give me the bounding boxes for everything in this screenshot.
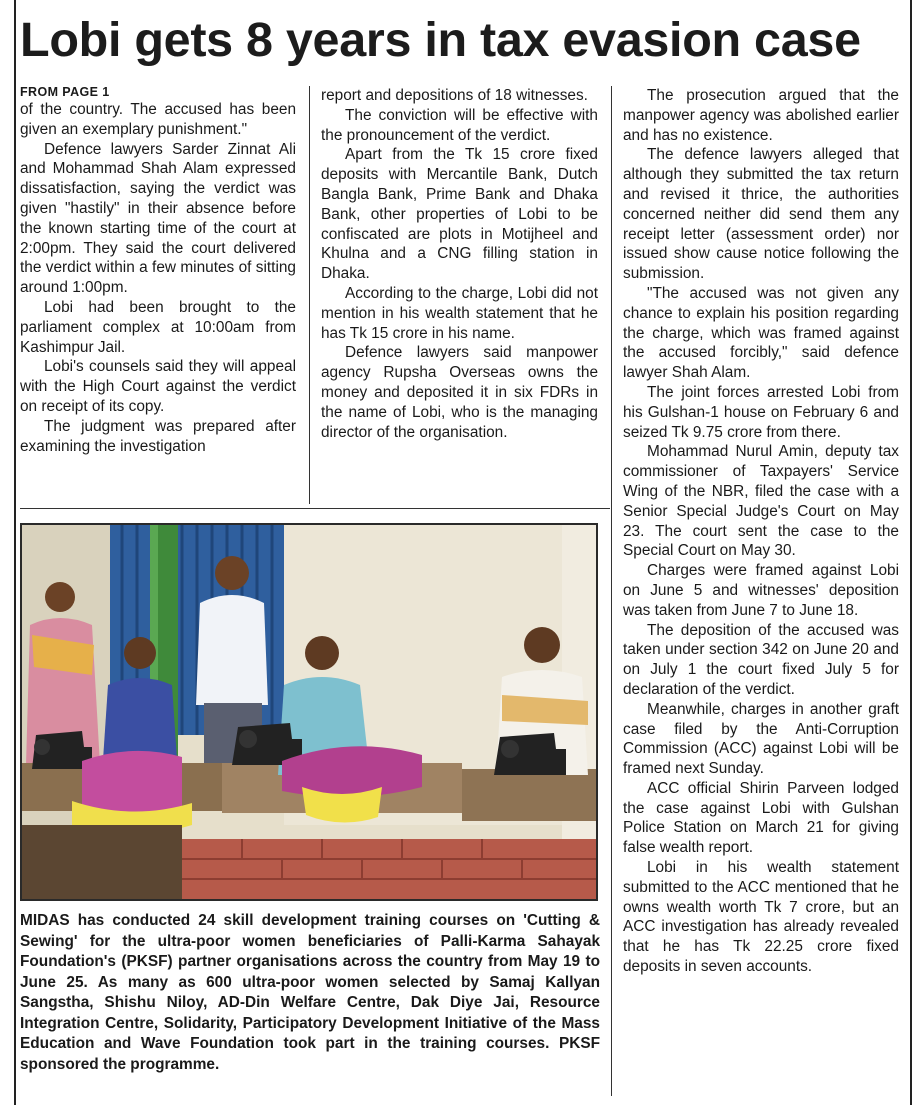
news-photo-sewing-training: [20, 523, 598, 901]
continued-from-kicker: FROM PAGE 1: [20, 85, 110, 99]
column-divider: [611, 86, 612, 1096]
paragraph: According to the charge, Lobi did not mention in his wealth statement that he has Tk 15 crore in his name.: [321, 284, 598, 342]
paragraph: ACC official Shirin Parveen lodged the case against Lobi with Gulshan Police Station on March 21 for giving false wealth report.: [623, 779, 899, 857]
column-divider: [309, 86, 310, 504]
photo-caption: MIDAS has conducted 24 skill development training courses on 'Cutting & Sewing' for the ultra-poor women beneficiaries of Palli-Karma Sahayak Foundation's (PKSF) partner organisations across the country from May 19 to June 25. As many as 600 ultra-poor women selected by Samaj Kallyan Sangstha, Shishu Niloy, AD-Din Welfare Centre, Dak Diye Jai, Resource Integration Centre, Solidarity, Participatory Development Initiative of the Mass Education and Wave Foundation took part in the training courses. PKSF sponsored the programme.: [20, 912, 600, 1073]
headline: Lobi gets 8 years in tax evasion case: [20, 13, 861, 67]
paragraph: The joint forces arrested Lobi from his Gulshan-1 house on February 6 and seized Tk 9.75 crore from there.: [623, 383, 899, 441]
article-column-3: [623, 86, 899, 977]
paragraph: Lobi's counsels said they will appeal with the High Court against the verdict on receipt of its copy.: [20, 358, 296, 415]
paragraph: Defence lawyers Sarder Zinnat Ali and Mohammad Shah Alam expressed dissatisfaction, saying the verdict was given "hastily" in their absence before the known starting time of the court at 2:00pm. They said the court delivered the verdict within a few minutes of sitting around 1:00pm.: [20, 140, 296, 297]
paragraph: The conviction will be effective with the pronouncement of the verdict.: [321, 106, 598, 144]
paragraph: Lobi had been brought to the parliament complex at 10:00am from Kashimpur Jail.: [20, 298, 296, 356]
paragraph: The judgment was prepared after examining the investigation: [20, 417, 296, 455]
paragraph: Lobi in his wealth statement submitted to the ACC mentioned that he owns wealth worth Tk 7 crore, but an ACC investigation has already revealed that he has Tk 22.25 crore fixed deposits in seven accounts.: [623, 859, 899, 976]
paragraph: Meanwhile, charges in another graft case filed by the Anti-Corruption Commission (ACC) against Lobi will be framed next Sunday.: [623, 700, 899, 778]
photo-illustration: [22, 525, 596, 899]
paragraph: Defence lawyers said manpower agency Rupsha Overseas owns the money and deposited it in six FDRs in the name of Lobi, who is the managing director of the organisation.: [321, 344, 598, 441]
section-divider: [20, 508, 610, 509]
paragraph: The defence lawyers alleged that although they submitted the tax return and revised it thrice, the authorities concerned neither did send them any receipt letter (assessment order) nor issued show cause notice following the submission.: [623, 146, 899, 283]
paragraph: report and depositions of 18 witnesses.: [321, 87, 588, 104]
paragraph: Charges were framed against Lobi on June 5 and witnesses' deposition was taken from June 7 to June 18.: [623, 562, 899, 619]
paragraph: The deposition of the accused was taken under section 342 on June 20 and on July 1 the court fixed July 5 for declaration of the verdict.: [623, 621, 899, 698]
article-column-2: [321, 86, 598, 442]
article-column-1: [20, 86, 296, 456]
paragraph: of the country. The accused has been given an exemplary punishment.": [20, 101, 296, 138]
paragraph: Mohammad Nurul Amin, deputy tax commissioner of Taxpayers' Service Wing of the NBR, filed the case with a Senior Special Judge's Court on May 23. The court sent the case to the Special Court on May 30.: [623, 443, 899, 560]
paragraph: Apart from the Tk 15 crore fixed deposits with Mercantile Bank, Dutch Bangla Bank, Prime Bank and Dhaka Bank, other properties of Lobi to be confiscated are plots in Motijheel and Khulna and a CNG filling station in Dhaka.: [321, 146, 598, 283]
paragraph: The prosecution argued that the manpower agency was abolished earlier and has no existence.: [623, 87, 899, 144]
paragraph: "The accused was not given any chance to explain his position regarding the charge, which was framed against the accused forcibly," said defence lawyer Shah Alam.: [623, 284, 899, 382]
